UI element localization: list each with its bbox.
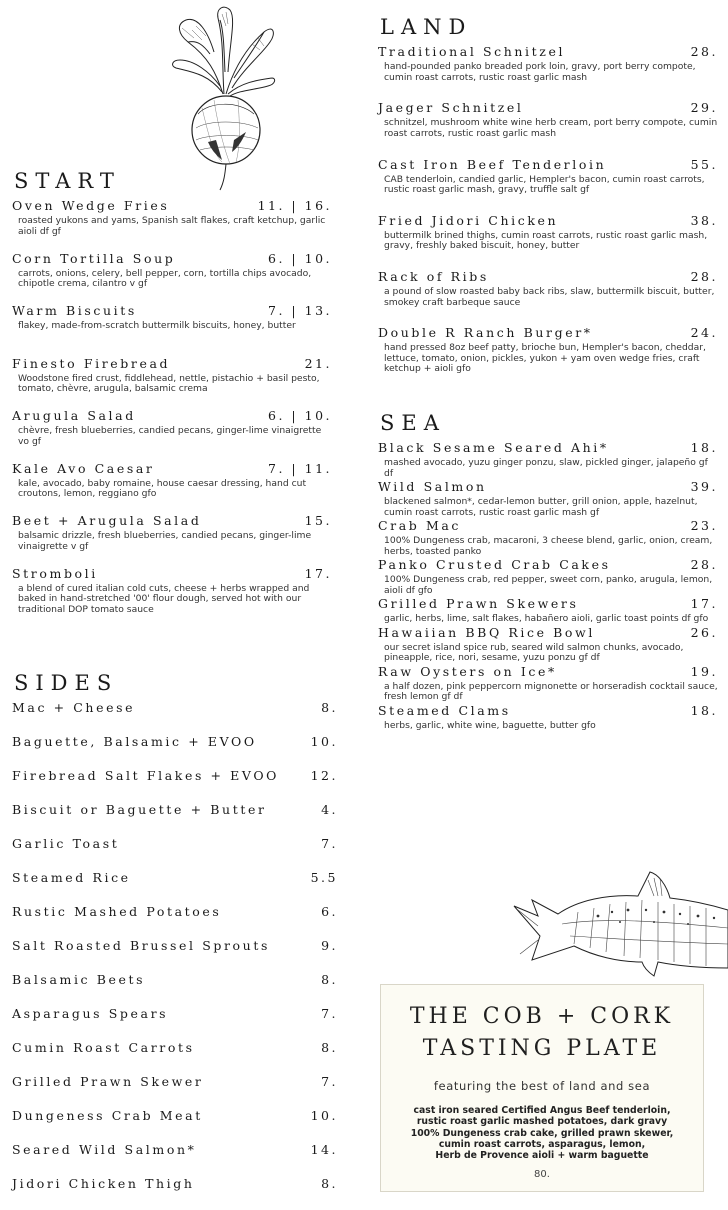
item-name: Cumin Roast Carrots bbox=[12, 1040, 195, 1055]
item-name: Beet + Arugula Salad bbox=[12, 513, 202, 528]
land-list bbox=[378, 44, 718, 382]
item-price: 38. bbox=[690, 212, 718, 228]
menu-item bbox=[378, 557, 718, 596]
item-description: balsamic drizzle, fresh blueberries, candied pecans, ginger-lime vinaigrette v gf bbox=[18, 530, 312, 552]
salmon-illustration bbox=[508, 864, 728, 982]
item-description: 100% Dungeness crab, macaroni, 3 cheese blend, garlic, onion, cream, herbs, toasted panko bbox=[384, 535, 713, 557]
item-price: 19. bbox=[690, 663, 718, 679]
item-name: Baguette, Balsamic + EVOO bbox=[12, 734, 257, 749]
start-section bbox=[12, 168, 332, 618]
item-description: hand-pounded panko breaded pork loin, gravy, port berry compote, cumin roast carrots, rustic roast garlic mash bbox=[384, 61, 696, 83]
item-description: Woodstone fired crust, fiddlehead, nettle, pistachio + basil pesto, tomato, chèvre, arugula, balsamic crema bbox=[18, 372, 320, 394]
sea-section bbox=[378, 410, 718, 731]
item-name: Fried Jidori Chicken bbox=[378, 212, 559, 228]
item-name: Arugula Salad bbox=[12, 408, 136, 423]
item-price: 28. bbox=[690, 269, 718, 285]
menu-item bbox=[378, 269, 718, 325]
item-price: 8. bbox=[321, 1176, 338, 1191]
item-name: Crab Mac bbox=[378, 518, 462, 533]
item-name: Garlic Toast bbox=[12, 836, 120, 851]
item-price: 8. bbox=[321, 700, 338, 715]
item-price: 26. bbox=[690, 624, 718, 640]
side-item bbox=[12, 1108, 338, 1142]
item-price: 28. bbox=[690, 44, 718, 59]
menu-item bbox=[12, 251, 332, 304]
item-name: Mac + Cheese bbox=[12, 700, 136, 715]
item-price: 18. bbox=[690, 440, 718, 455]
item-name: Oven Wedge Fries bbox=[12, 198, 170, 213]
item-description: buttermilk brined thighs, cumin roast carrots, rustic roast garlic mash, gravy, freshly baked biscuit, honey, butter bbox=[384, 229, 708, 252]
item-name: Seared Wild Salmon* bbox=[12, 1142, 197, 1157]
side-item bbox=[12, 938, 338, 972]
item-description: CAB tenderloin, candied garlic, Hempler's bacon, cumin roast carrots, rustic roast garlic mash, gravy, truffle salt gf bbox=[384, 173, 705, 196]
item-name: Stromboli bbox=[12, 565, 98, 581]
item-price: 18. bbox=[690, 702, 718, 718]
item-description: chèvre, fresh blueberries, candied pecans, ginger-lime vinaigrette vo gf bbox=[18, 425, 322, 447]
item-price: 7. bbox=[321, 1006, 338, 1021]
item-price: 12. bbox=[310, 768, 338, 783]
side-item bbox=[12, 1176, 338, 1210]
menu-item bbox=[12, 566, 332, 619]
promo-desc-line: cast iron seared Certified Angus Beef tenderloin, bbox=[413, 1105, 671, 1116]
item-description: our secret island spice rub, seared wild salmon chunks, avocado, pineapple, rice, nori, sesame, yuzu ponzu gf df bbox=[384, 641, 684, 663]
beet-illustration bbox=[168, 2, 278, 192]
item-description: flakey, made-from-scratch buttermilk biscuits, honey, butter bbox=[18, 320, 296, 331]
item-description: garlic, herbs, lime, salt flakes, habañero aioli, garlic toast points df gfo bbox=[384, 613, 709, 624]
item-price: 55. bbox=[690, 156, 718, 172]
side-item bbox=[12, 1074, 338, 1108]
side-item bbox=[12, 768, 338, 802]
menu-item bbox=[12, 198, 332, 251]
item-description: a blend of cured italian cold cuts, cheese + herbs wrapped and baked in hand-stretched '00' flour dough, served hot with our traditional DOP tomato sauce bbox=[18, 582, 310, 615]
land-heading: LAND bbox=[380, 15, 473, 39]
promo-desc-line: 100% Dungeness crab cake, grilled prawn skewer, bbox=[410, 1127, 674, 1139]
side-item bbox=[12, 1006, 338, 1040]
item-name: Traditional Schnitzel bbox=[378, 44, 566, 59]
item-name: Grilled Prawn Skewers bbox=[378, 596, 579, 611]
menu-item bbox=[378, 440, 718, 479]
item-price: 8. bbox=[321, 1040, 338, 1055]
menu-item bbox=[378, 213, 718, 269]
item-name: Jidori Chicken Thigh bbox=[12, 1176, 195, 1191]
item-description: blackened salmon*, cedar-lemon butter, grill onion, apple, hazelnut, cumin roast carrots, rustic roast garlic mash gf bbox=[384, 496, 698, 518]
promo-desc-line: rustic roast garlic mashed potatoes, dark gravy bbox=[416, 1116, 668, 1128]
item-price: 4. bbox=[321, 802, 338, 817]
item-price: 9. bbox=[321, 938, 338, 953]
item-price: 6. | 10. bbox=[268, 250, 332, 266]
item-name: Rack of Ribs bbox=[378, 269, 489, 285]
item-name: Double R Ranch Burger* bbox=[378, 325, 593, 341]
item-name: Asparagus Spears bbox=[12, 1006, 169, 1021]
promo-desc-line: cumin roast carrots, asparagus, lemon, bbox=[438, 1138, 646, 1150]
item-price: 24. bbox=[690, 325, 718, 341]
menu-item bbox=[12, 461, 332, 514]
item-name: Raw Oysters on Ice* bbox=[378, 663, 557, 679]
item-description: hand pressed 8oz beef patty, brioche bun, Hempler's bacon, cheddar, lettuce, tomato, onion, pickles, yukon + yam oven wedge fries, craft ketchup + aioli gfo bbox=[384, 342, 706, 375]
side-item bbox=[12, 836, 338, 870]
side-item bbox=[12, 904, 338, 938]
item-description: kale, avocado, baby romaine, house caesar dressing, hand cut croutons, lemon, reggiano gfo bbox=[18, 477, 307, 499]
tasting-plate-box bbox=[380, 984, 704, 1192]
item-price: 17. bbox=[690, 596, 718, 611]
menu-item bbox=[12, 408, 332, 461]
item-price: 23. bbox=[690, 518, 718, 533]
sea-list bbox=[378, 440, 718, 731]
item-description: carrots, onions, celery, bell pepper, corn, tortilla chips avocado, chipotle crema, cilantro v gf bbox=[18, 267, 312, 289]
sides-heading: SIDES bbox=[14, 671, 119, 695]
item-description: roasted yukons and yams, Spanish salt flakes, craft ketchup, garlic aioli df gf bbox=[18, 215, 326, 237]
promo-price: 80. bbox=[534, 1169, 550, 1181]
item-name: Rustic Mashed Potatoes bbox=[12, 904, 222, 919]
side-item bbox=[12, 734, 338, 768]
item-description: a half dozen, pink peppercorn mignonette or horseradish cocktail sauce, fresh lemon gf df bbox=[384, 680, 718, 702]
item-name: Hawaiian BBQ Rice Bowl bbox=[378, 624, 595, 640]
side-item bbox=[12, 1040, 338, 1074]
item-description: 100% Dungeness crab, red pepper, sweet corn, panko, arugula, lemon, aioli df gfo bbox=[384, 574, 713, 596]
menu-item bbox=[378, 518, 718, 557]
item-name: Balsamic Beets bbox=[12, 972, 146, 987]
promo-description bbox=[381, 1105, 703, 1161]
menu-item bbox=[378, 596, 718, 625]
sides-section bbox=[12, 670, 338, 1210]
item-price: 21. bbox=[304, 355, 332, 371]
menu-item bbox=[378, 157, 718, 213]
side-item bbox=[12, 972, 338, 1006]
menu-item bbox=[378, 664, 718, 703]
item-name: Salt Roasted Brussel Sprouts bbox=[12, 938, 270, 953]
side-item bbox=[12, 1142, 338, 1176]
start-list bbox=[12, 198, 332, 618]
item-name: Panko Crusted Crab Cakes bbox=[378, 557, 611, 572]
item-name: Dungeness Crab Meat bbox=[12, 1108, 203, 1123]
item-name: Steamed Rice bbox=[12, 870, 131, 885]
item-price: 14. bbox=[310, 1142, 338, 1157]
menu-item bbox=[378, 703, 718, 732]
menu-item bbox=[12, 303, 332, 356]
menu-item bbox=[378, 625, 718, 664]
side-item bbox=[12, 700, 338, 734]
item-price: 7. | 13. bbox=[268, 303, 332, 318]
promo-title-line2: TASTING PLATE bbox=[422, 1036, 662, 1061]
item-name: Steamed Clams bbox=[378, 702, 511, 718]
sides-list bbox=[12, 700, 338, 1210]
promo-subtitle: featuring the best of land and sea bbox=[433, 1079, 651, 1093]
menu-item bbox=[378, 325, 718, 381]
side-item bbox=[12, 802, 338, 836]
item-price: 11. | 16. bbox=[257, 198, 332, 213]
item-price: 8. bbox=[321, 972, 338, 987]
item-description: mashed avocado, yuzu ginger ponzu, slaw, pickled ginger, jalapeño gf df bbox=[384, 457, 708, 479]
menu-item bbox=[12, 513, 332, 566]
item-name: Black Sesame Seared Ahi* bbox=[378, 440, 609, 455]
item-name: Cast Iron Beef Tenderloin bbox=[378, 156, 607, 172]
promo-title-line1: THE COB + CORK bbox=[409, 1004, 675, 1029]
item-price: 6. | 10. bbox=[268, 408, 332, 423]
item-name: Grilled Prawn Skewer bbox=[12, 1074, 204, 1089]
promo-desc-line: Herb de Provence aioli + warm baguette bbox=[435, 1150, 649, 1162]
item-description: herbs, garlic, white wine, baguette, butter gfo bbox=[384, 719, 596, 731]
item-name: Kale Avo Caesar bbox=[12, 460, 155, 476]
item-price: 6. bbox=[321, 904, 338, 919]
item-price: 39. bbox=[690, 479, 718, 494]
item-name: Corn Tortilla Soup bbox=[12, 250, 176, 266]
item-name: Biscuit or Baguette + Butter bbox=[12, 802, 267, 817]
item-price: 29. bbox=[690, 100, 718, 116]
promo-title bbox=[381, 1001, 703, 1065]
menu-item bbox=[12, 356, 332, 409]
item-name: Warm Biscuits bbox=[12, 303, 137, 318]
item-name: Wild Salmon bbox=[378, 479, 487, 494]
item-description: a pound of slow roasted baby back ribs, slaw, buttermilk biscuit, butter, smokey craft barbeque sauce bbox=[384, 286, 715, 308]
menu-item bbox=[378, 479, 718, 518]
item-price: 5.5 bbox=[310, 870, 338, 885]
item-name: Finesto Firebread bbox=[12, 355, 171, 371]
item-price: 7. | 11. bbox=[268, 460, 332, 476]
menu-item bbox=[378, 100, 718, 156]
sea-heading: SEA bbox=[380, 411, 446, 435]
item-price: 7. bbox=[321, 1074, 338, 1089]
side-item bbox=[12, 870, 338, 904]
start-heading: START bbox=[14, 169, 121, 193]
menu-item bbox=[378, 44, 718, 100]
item-name: Jaeger Schnitzel bbox=[378, 100, 524, 116]
item-price: 15. bbox=[304, 513, 332, 528]
item-description: schnitzel, mushroom white wine herb cream, port berry compote, cumin roast carrots, rustic roast garlic mash bbox=[384, 117, 718, 139]
item-name: Firebread Salt Flakes + EVOO bbox=[12, 768, 280, 783]
item-price: 17. bbox=[304, 565, 332, 581]
item-price: 10. bbox=[310, 734, 338, 749]
item-price: 7. bbox=[321, 836, 338, 851]
item-price: 10. bbox=[310, 1108, 338, 1123]
land-section bbox=[378, 14, 718, 382]
item-price: 28. bbox=[690, 557, 718, 572]
